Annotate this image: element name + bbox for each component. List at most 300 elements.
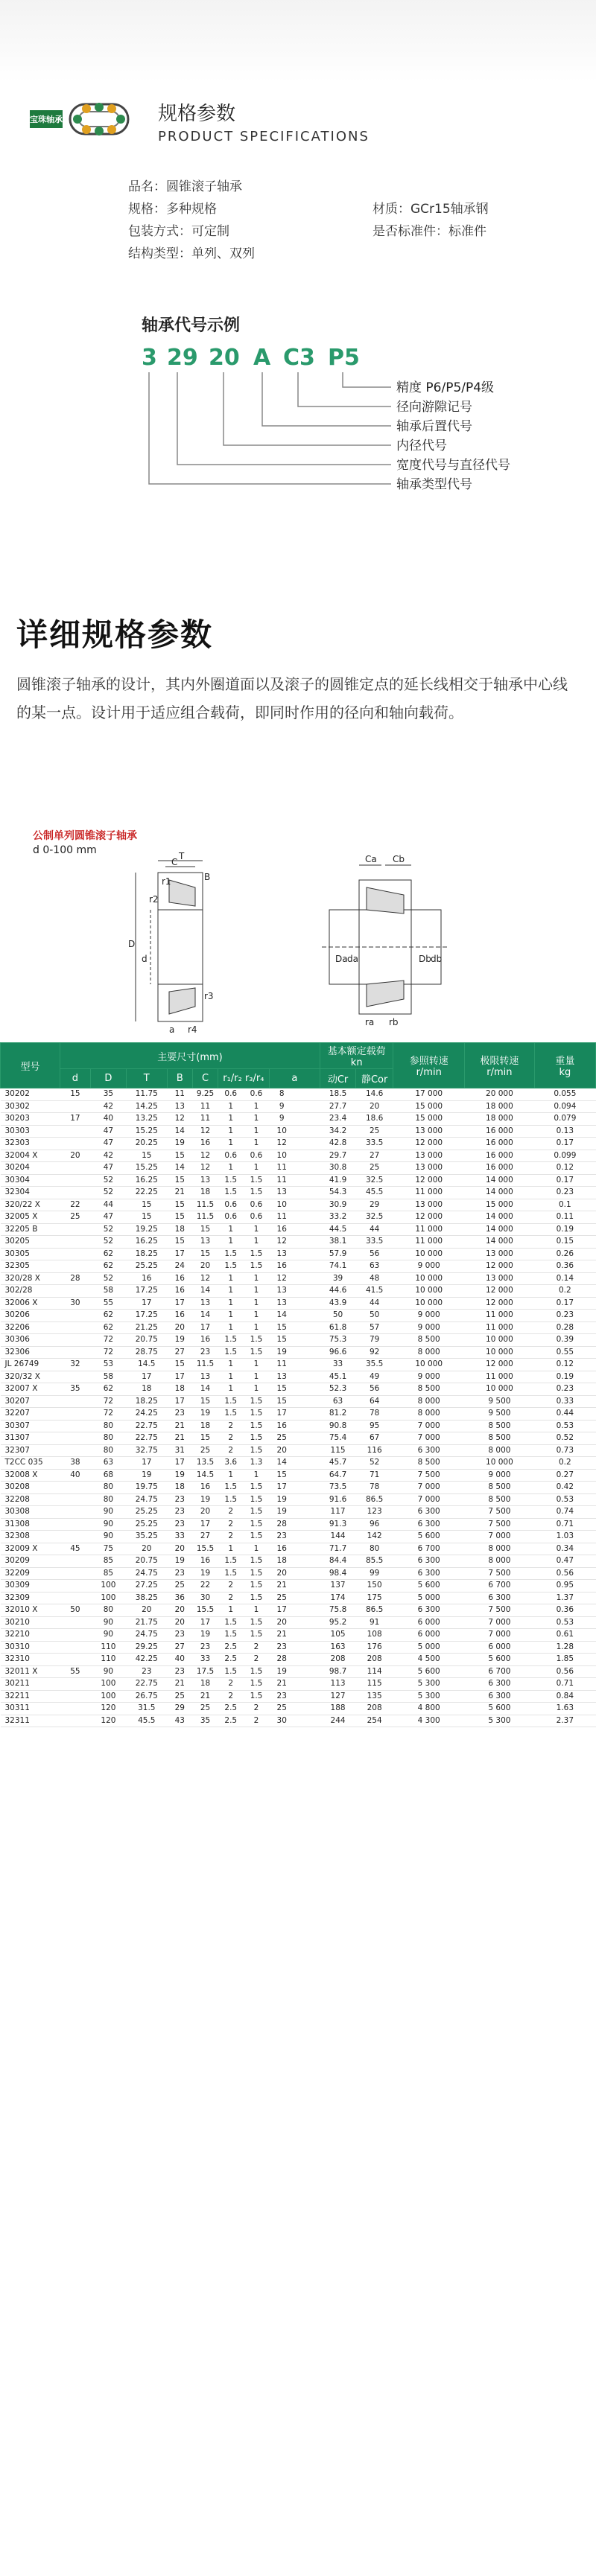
- table-cell: 64.7: [320, 1469, 356, 1482]
- table-cell: 62: [90, 1248, 126, 1260]
- table-cell: 1.5: [244, 1248, 269, 1260]
- table-cell: 21: [167, 1432, 192, 1445]
- table-cell: 50: [60, 1604, 90, 1617]
- table-cell: 1: [218, 1469, 244, 1482]
- table-cell: 98.4: [320, 1567, 356, 1580]
- code-label: 轴承类型代号: [396, 477, 472, 492]
- table-cell: 1: [218, 1371, 244, 1383]
- table-cell: 21: [269, 1678, 294, 1691]
- table-cell: [294, 1432, 320, 1445]
- table-cell: 0.14: [534, 1272, 595, 1285]
- table-cell: 31.5: [126, 1703, 167, 1715]
- table-cell: 0.6: [244, 1088, 269, 1101]
- table-cell: 1: [244, 1138, 269, 1150]
- col-Cr: 动Cr: [320, 1069, 356, 1088]
- table-cell: 1.03: [534, 1531, 595, 1543]
- table-cell: 22: [60, 1199, 90, 1211]
- table-cell: 1.5: [218, 1616, 244, 1629]
- table-cell: 10 000: [465, 1346, 535, 1359]
- table-cell: 15: [269, 1334, 294, 1347]
- table-cell: 12 000: [393, 1211, 465, 1224]
- table-cell: [60, 1641, 90, 1654]
- table-cell: 33: [320, 1359, 356, 1371]
- table-cell: [60, 1567, 90, 1580]
- table-cell: 12: [167, 1113, 192, 1126]
- table-cell: 12 000: [393, 1174, 465, 1187]
- table-cell: 7 500: [465, 1518, 535, 1531]
- table-cell: 17: [167, 1457, 192, 1470]
- table-cell: 1.5: [218, 1248, 244, 1260]
- table-cell: [294, 1260, 320, 1273]
- table-cell: 0.39: [534, 1334, 595, 1347]
- table-cell: 1.5: [244, 1518, 269, 1531]
- table-cell: 24.75: [126, 1629, 167, 1642]
- table-cell: 12: [269, 1236, 294, 1249]
- table-cell: 19: [167, 1138, 192, 1150]
- diagram-label: r2: [149, 894, 159, 905]
- table-cell: 1: [244, 1543, 269, 1555]
- table-cell: 0.61: [534, 1629, 595, 1642]
- table-cell: 40: [60, 1469, 90, 1482]
- table-cell: 12 000: [465, 1285, 535, 1298]
- table-cell: 52: [90, 1272, 126, 1285]
- table-cell: 1.5: [218, 1334, 244, 1347]
- table-cell: [60, 1285, 90, 1298]
- code-part: P5: [328, 345, 360, 371]
- table-cell: 0.6: [244, 1199, 269, 1211]
- table-cell: 45.5: [126, 1715, 167, 1727]
- table-cell: 1.5: [218, 1555, 244, 1568]
- table-cell: 22.75: [126, 1420, 167, 1432]
- table-cell: 23: [167, 1493, 192, 1506]
- logo-text: 宝珠轴承: [30, 110, 63, 128]
- table-cell: 16: [192, 1334, 218, 1347]
- table-cell: 21.75: [126, 1616, 167, 1629]
- diagram-label: r4: [188, 1024, 197, 1035]
- table-cell: 25.25: [126, 1260, 167, 1273]
- table-cell: 30302: [1, 1100, 60, 1113]
- table-cell: 0.12: [534, 1162, 595, 1175]
- table-cell: 208: [320, 1654, 356, 1666]
- table-cell: 2: [218, 1506, 244, 1519]
- table-cell: 17: [269, 1604, 294, 1617]
- table-cell: 15 000: [393, 1113, 465, 1126]
- code-part: 3: [142, 345, 157, 371]
- diagram-label: Cb: [393, 854, 405, 864]
- table-cell: 2: [244, 1715, 269, 1727]
- table-cell: 54.3: [320, 1187, 356, 1199]
- table-row: [1, 1420, 596, 1432]
- table-cell: [294, 1138, 320, 1150]
- table-cell: 1: [244, 1125, 269, 1138]
- table-cell: 20: [356, 1100, 393, 1113]
- table-cell: 18: [192, 1678, 218, 1691]
- table-cell: 1.5: [244, 1334, 269, 1347]
- table-cell: 15: [192, 1248, 218, 1260]
- table-cell: [60, 1493, 90, 1506]
- table-cell: 14 000: [465, 1187, 535, 1199]
- table-cell: 1.5: [218, 1395, 244, 1408]
- spec-list: [128, 176, 575, 265]
- table-cell: 52: [356, 1457, 393, 1470]
- table-cell: 18: [192, 1187, 218, 1199]
- table-cell: 0.53: [534, 1493, 595, 1506]
- table-cell: 14 000: [465, 1174, 535, 1187]
- table-cell: 30: [269, 1715, 294, 1727]
- table-cell: 1: [244, 1223, 269, 1236]
- table-cell: 10 000: [465, 1383, 535, 1396]
- table-cell: 9 000: [393, 1322, 465, 1334]
- table-cell: 10 000: [393, 1359, 465, 1371]
- col-C: C: [192, 1069, 218, 1088]
- table-cell: 6 300: [393, 1567, 465, 1580]
- table-cell: 90: [90, 1518, 126, 1531]
- table-cell: [294, 1641, 320, 1654]
- table-cell: [60, 1100, 90, 1113]
- table-cell: 19: [192, 1408, 218, 1421]
- table-cell: 120: [90, 1703, 126, 1715]
- table-cell: [60, 1518, 90, 1531]
- table-cell: 7 500: [465, 1604, 535, 1617]
- table-cell: 86.5: [356, 1604, 393, 1617]
- diagram-label: r3: [204, 991, 214, 1001]
- table-cell: 20: [269, 1444, 294, 1457]
- col-d: d: [60, 1069, 90, 1088]
- table-cell: 90.8: [320, 1420, 356, 1432]
- table-cell: 13.25: [126, 1113, 167, 1126]
- table-cell: 67: [356, 1432, 393, 1445]
- table-cell: 23: [167, 1629, 192, 1642]
- table-cell: 32.5: [356, 1211, 393, 1224]
- table-cell: 28: [60, 1272, 90, 1285]
- table-cell: 57.9: [320, 1248, 356, 1260]
- table-cell: 58: [90, 1285, 126, 1298]
- table-cell: 8 000: [393, 1395, 465, 1408]
- table-cell: 244: [320, 1715, 356, 1727]
- table-cell: 2: [218, 1531, 244, 1543]
- table-row: [1, 1248, 596, 1260]
- table-cell: 52: [90, 1174, 126, 1187]
- table-cell: 28.75: [126, 1346, 167, 1359]
- table-cell: 13.5: [192, 1457, 218, 1470]
- table-cell: 32306: [1, 1346, 60, 1359]
- table-cell: 56: [356, 1248, 393, 1260]
- table-cell: [294, 1199, 320, 1211]
- table-cell: 30311: [1, 1703, 60, 1715]
- table-cell: 52: [90, 1236, 126, 1249]
- table-cell: 30305: [1, 1248, 60, 1260]
- table-cell: 92: [356, 1346, 393, 1359]
- table-cell: 0.2: [534, 1285, 595, 1298]
- table-cell: 35: [192, 1715, 218, 1727]
- table-cell: 115: [356, 1678, 393, 1691]
- table-cell: 32307: [1, 1444, 60, 1457]
- diagram-label: ra: [365, 1017, 375, 1027]
- table-cell: 32308: [1, 1531, 60, 1543]
- table-cell: 25.25: [126, 1518, 167, 1531]
- table-cell: 21: [269, 1580, 294, 1593]
- table-cell: 0.23: [534, 1383, 595, 1396]
- table-cell: 17: [126, 1371, 167, 1383]
- table-cell: 0.17: [534, 1174, 595, 1187]
- table-cell: 16 000: [465, 1125, 535, 1138]
- diagram-label: T: [179, 851, 185, 861]
- table-cell: 27.7: [320, 1100, 356, 1113]
- table-cell: [60, 1580, 90, 1593]
- table-cell: 90: [90, 1506, 126, 1519]
- table-cell: 1.5: [244, 1690, 269, 1703]
- table-cell: 10: [269, 1199, 294, 1211]
- table-cell: [60, 1420, 90, 1432]
- table-cell: [60, 1444, 90, 1457]
- table-cell: 17: [167, 1395, 192, 1408]
- table-cell: 174: [320, 1592, 356, 1604]
- table-cell: 22.25: [126, 1187, 167, 1199]
- table-cell: 12 000: [465, 1260, 535, 1273]
- table-cell: 22: [192, 1580, 218, 1593]
- table-cell: 13: [269, 1285, 294, 1298]
- table-cell: 26.75: [126, 1690, 167, 1703]
- table-cell: 18: [167, 1383, 192, 1396]
- table-cell: 7 500: [465, 1567, 535, 1580]
- table-cell: 17 000: [393, 1088, 465, 1101]
- table-cell: 1.63: [534, 1703, 595, 1715]
- table-cell: 44: [90, 1199, 126, 1211]
- table-cell: 120: [90, 1715, 126, 1727]
- table-cell: 16 000: [465, 1150, 535, 1162]
- table-cell: 135: [356, 1690, 393, 1703]
- table-cell: 72: [90, 1346, 126, 1359]
- table-cell: 11: [167, 1088, 192, 1101]
- diagram-label: C: [171, 857, 178, 867]
- table-cell: 2: [218, 1678, 244, 1691]
- table-cell: 30206: [1, 1310, 60, 1322]
- code-label: 内径代号: [396, 439, 447, 453]
- table-cell: 55: [60, 1665, 90, 1678]
- diagram-label: a: [169, 1024, 175, 1035]
- table-cell: 7 500: [393, 1469, 465, 1482]
- table-cell: 18.5: [320, 1088, 356, 1101]
- spec-name: 结构类型：单列、双列: [128, 246, 255, 261]
- col-lim-speed: 极限转速 r/min: [465, 1043, 535, 1088]
- table-cell: 21: [167, 1678, 192, 1691]
- table-cell: 1: [218, 1113, 244, 1126]
- table-cell: 17.5: [192, 1665, 218, 1678]
- diagram-label: r1: [162, 876, 171, 887]
- table-cell: 8 500: [465, 1482, 535, 1494]
- diagram-label: Ca: [365, 854, 377, 864]
- table-cell: 14 000: [465, 1211, 535, 1224]
- table-cell: 12 000: [465, 1297, 535, 1310]
- table-cell: 1: [218, 1359, 244, 1371]
- table-cell: 85.5: [356, 1555, 393, 1568]
- code-label: 轴承后置代号: [396, 419, 472, 434]
- table-cell: 117: [320, 1506, 356, 1519]
- table-cell: [294, 1395, 320, 1408]
- table-cell: 1: [218, 1604, 244, 1617]
- table-cell: 32209: [1, 1567, 60, 1580]
- table-cell: [294, 1322, 320, 1334]
- table-cell: 14: [192, 1310, 218, 1322]
- table-cell: [60, 1592, 90, 1604]
- table-cell: 27.25: [126, 1580, 167, 1593]
- table-cell: [294, 1469, 320, 1482]
- table-cell: 18: [192, 1420, 218, 1432]
- table-cell: 0.84: [534, 1690, 595, 1703]
- table-cell: 63: [90, 1457, 126, 1470]
- table-cell: 32304: [1, 1187, 60, 1199]
- col-load: 基本额定载荷 kn: [320, 1043, 393, 1069]
- table-cell: [60, 1555, 90, 1568]
- table-cell: 45.5: [356, 1187, 393, 1199]
- table-cell: 1: [244, 1162, 269, 1175]
- table-cell: 175: [356, 1592, 393, 1604]
- table-cell: 84.4: [320, 1555, 356, 1568]
- table-row: [1, 1100, 596, 1113]
- table-cell: 32010 X: [1, 1604, 60, 1617]
- table-cell: 1.5: [218, 1174, 244, 1187]
- table-cell: 2: [218, 1690, 244, 1703]
- table-cell: 14.5: [126, 1359, 167, 1371]
- table-cell: 20: [192, 1506, 218, 1519]
- table-cell: 9 000: [393, 1371, 465, 1383]
- table-cell: [60, 1395, 90, 1408]
- table-cell: [60, 1248, 90, 1260]
- table-cell: 2.5: [218, 1654, 244, 1666]
- table-cell: 23: [192, 1346, 218, 1359]
- table-cell: 0.1: [534, 1199, 595, 1211]
- table-cell: 2: [244, 1703, 269, 1715]
- table-cell: 0.055: [534, 1088, 595, 1101]
- col-B: B: [167, 1069, 192, 1088]
- table-cell: 21: [167, 1420, 192, 1432]
- table-cell: 8 500: [393, 1457, 465, 1470]
- table-row: [1, 1272, 596, 1285]
- table-cell: 1.3: [244, 1457, 269, 1470]
- table-cell: 52.3: [320, 1383, 356, 1396]
- table-cell: 10 000: [393, 1248, 465, 1260]
- table-cell: 16 000: [465, 1162, 535, 1175]
- title-en: PRODUCT SPECIFICATIONS: [158, 129, 370, 144]
- table-cell: 2: [218, 1444, 244, 1457]
- col-main-dims: 主要尺寸(mm): [60, 1043, 320, 1069]
- table-row: [1, 1334, 596, 1347]
- table-cell: 80: [90, 1604, 126, 1617]
- table-cell: [60, 1322, 90, 1334]
- table-cell: 23: [167, 1408, 192, 1421]
- table-cell: 12: [192, 1125, 218, 1138]
- title-cn: 规格参数: [158, 103, 236, 125]
- table-cell: 11 000: [465, 1371, 535, 1383]
- code-part: 29: [167, 345, 198, 371]
- table-cell: [294, 1654, 320, 1666]
- table-cell: 63: [356, 1260, 393, 1273]
- table-cell: 33.5: [356, 1236, 393, 1249]
- table-cell: 1: [218, 1162, 244, 1175]
- table-cell: 45.7: [320, 1457, 356, 1470]
- table-cell: [294, 1531, 320, 1543]
- table-cell: 23: [269, 1690, 294, 1703]
- table-cell: 6 300: [393, 1518, 465, 1531]
- table-cell: 23: [269, 1531, 294, 1543]
- table-cell: 75: [90, 1543, 126, 1555]
- table-cell: 22.75: [126, 1432, 167, 1445]
- table-cell: 0.55: [534, 1346, 595, 1359]
- table-cell: 2: [218, 1432, 244, 1445]
- table-cell: 17: [192, 1616, 218, 1629]
- table-cell: 1: [244, 1297, 269, 1310]
- table-cell: 91: [356, 1616, 393, 1629]
- table-body: [1, 1088, 596, 1727]
- table-cell: 14: [269, 1457, 294, 1470]
- table-cell: 32005 X: [1, 1211, 60, 1224]
- table-cell: 13: [192, 1297, 218, 1310]
- table-cell: 176: [356, 1641, 393, 1654]
- table-cell: [60, 1690, 90, 1703]
- table-cell: 15: [269, 1395, 294, 1408]
- table-cell: 27: [192, 1531, 218, 1543]
- table-cell: 15: [269, 1469, 294, 1482]
- table-cell: 58: [90, 1371, 126, 1383]
- table-cell: 0.6: [244, 1211, 269, 1224]
- table-cell: 21: [192, 1690, 218, 1703]
- table-cell: 5 000: [393, 1641, 465, 1654]
- table-cell: 9 500: [465, 1408, 535, 1421]
- table-cell: [60, 1346, 90, 1359]
- table-cell: 5 600: [465, 1654, 535, 1666]
- table-row: [1, 1469, 596, 1482]
- table-cell: [60, 1616, 90, 1629]
- table-cell: [60, 1236, 90, 1249]
- table-cell: 6 300: [465, 1690, 535, 1703]
- table-row: [1, 1408, 596, 1421]
- table-cell: [294, 1506, 320, 1519]
- table-cell: 1.5: [244, 1432, 269, 1445]
- table-cell: 5 600: [465, 1703, 535, 1715]
- table-row: [1, 1543, 596, 1555]
- table-cell: 15.5: [192, 1543, 218, 1555]
- table-cell: 4 800: [393, 1703, 465, 1715]
- table-cell: 1.5: [244, 1493, 269, 1506]
- table-cell: 9 500: [465, 1395, 535, 1408]
- table-cell: 6 000: [393, 1629, 465, 1642]
- table-cell: 17: [192, 1322, 218, 1334]
- table-cell: 13: [167, 1100, 192, 1113]
- table-cell: [60, 1715, 90, 1727]
- section-heading: [158, 98, 370, 144]
- bearing-diagram: [16, 820, 580, 1044]
- table-cell: 38: [60, 1457, 90, 1470]
- table-cell: 1.5: [218, 1665, 244, 1678]
- table-cell: 0.099: [534, 1150, 595, 1162]
- table-cell: 11 000: [465, 1310, 535, 1322]
- table-cell: 1: [218, 1100, 244, 1113]
- table-cell: 24.75: [126, 1493, 167, 1506]
- table-cell: 14.6: [356, 1088, 393, 1101]
- spec-table: [0, 1042, 596, 1727]
- table-cell: 36: [167, 1592, 192, 1604]
- table-cell: 13 000: [465, 1248, 535, 1260]
- table-cell: 16: [126, 1272, 167, 1285]
- table-cell: 18 000: [465, 1100, 535, 1113]
- table-cell: 33.2: [320, 1211, 356, 1224]
- table-row: [1, 1322, 596, 1334]
- table-cell: 15: [269, 1322, 294, 1334]
- table-cell: 32008 X: [1, 1469, 60, 1482]
- table-cell: 0.6: [218, 1088, 244, 1101]
- table-cell: 49: [356, 1371, 393, 1383]
- table-row: [1, 1113, 596, 1126]
